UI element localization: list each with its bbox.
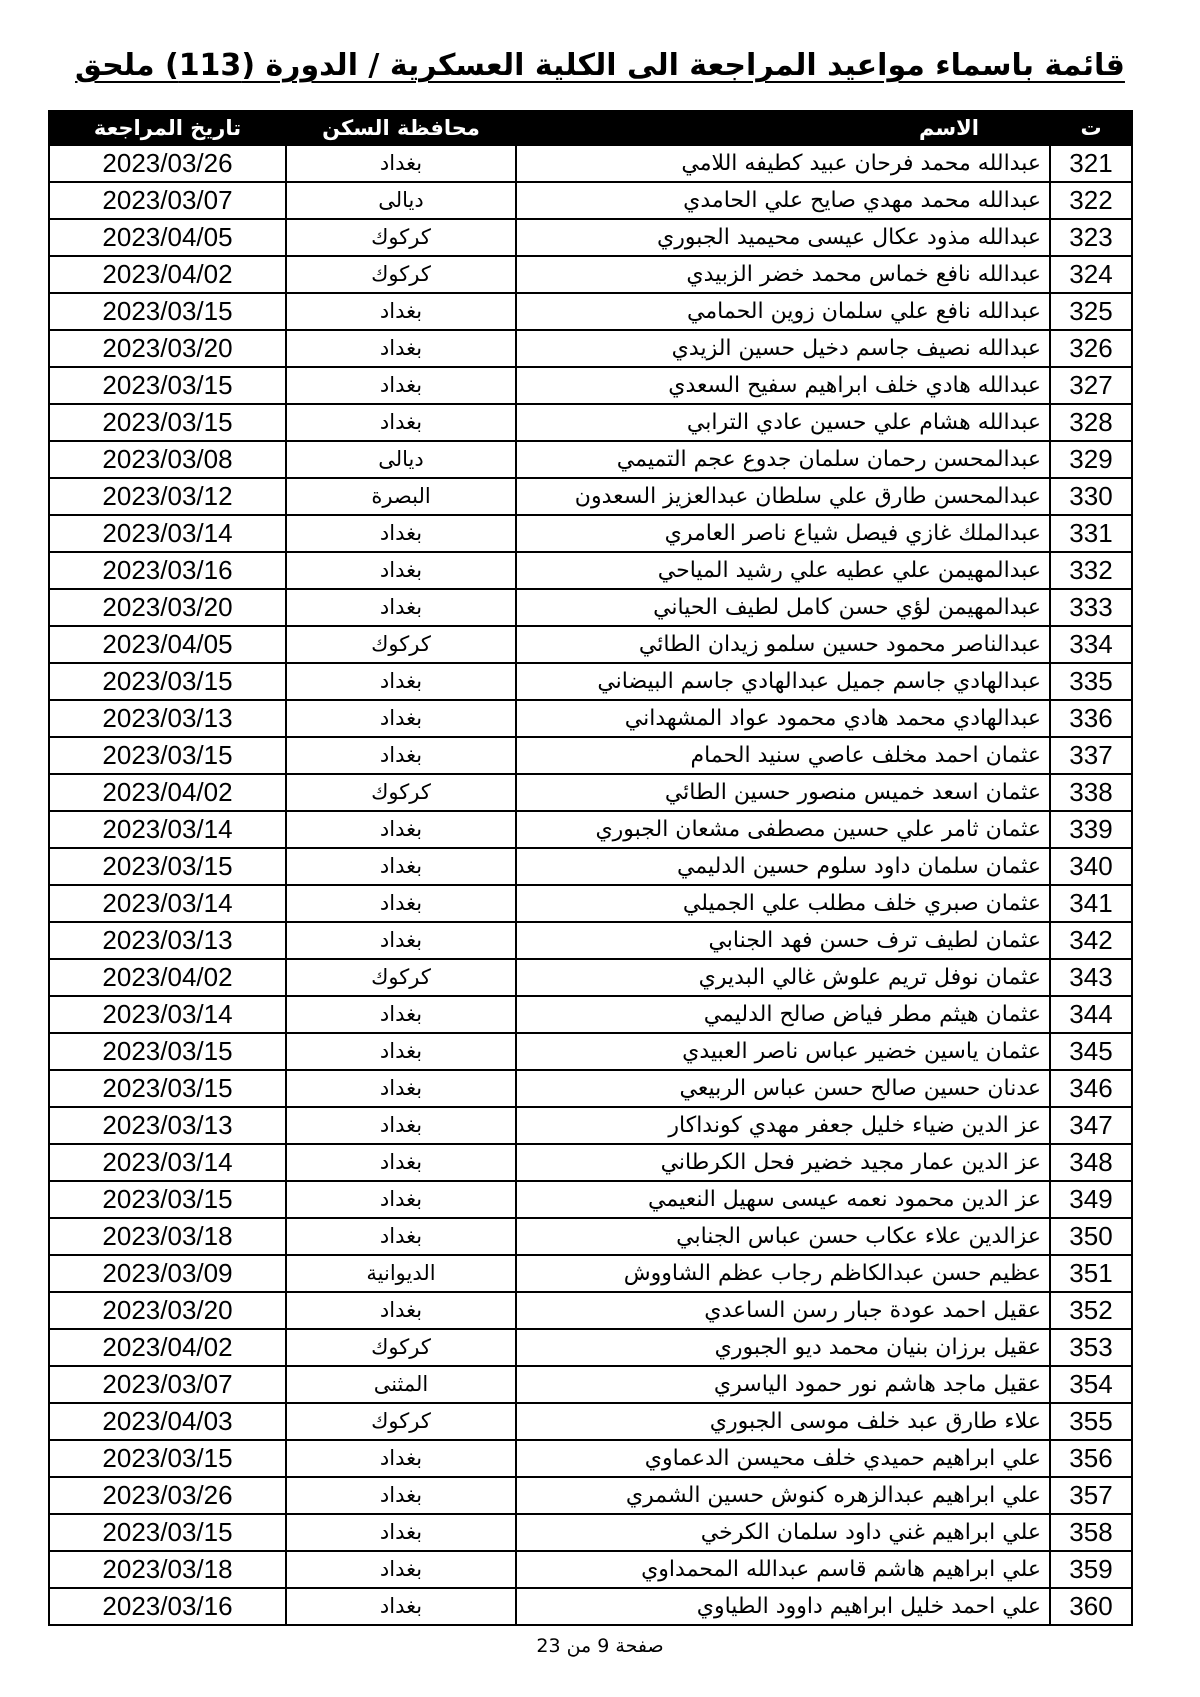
row-name: علي ابراهيم هاشم قاسم عبدالله المحمداوي xyxy=(516,1551,1050,1588)
row-name: عز الدين محمود نعمه عيسى سهيل النعيمي xyxy=(516,1181,1050,1218)
row-name: عبدالمحسن طارق علي سلطان عبدالعزيز السعدون xyxy=(516,478,1050,515)
row-number: 336 xyxy=(1050,700,1132,737)
row-governorate: كركوك xyxy=(286,626,516,663)
row-number: 342 xyxy=(1050,922,1132,959)
row-governorate: بغداد xyxy=(286,145,516,182)
row-number: 356 xyxy=(1050,1440,1132,1477)
row-number: 329 xyxy=(1050,441,1132,478)
table-row xyxy=(49,1477,1132,1514)
row-date: 2023/03/26 xyxy=(49,145,286,182)
row-governorate: كركوك xyxy=(286,1403,516,1440)
row-name: عثمان ثامر علي حسين مصطفى مشعان الجبوري xyxy=(516,811,1050,848)
row-date: 2023/04/02 xyxy=(49,774,286,811)
row-name: عثمان هيثم مطر فياض صالح الدليمي xyxy=(516,996,1050,1033)
row-governorate: بغداد xyxy=(286,1514,516,1551)
table-row xyxy=(49,1440,1132,1477)
row-number: 331 xyxy=(1050,515,1132,552)
row-number: 346 xyxy=(1050,1070,1132,1107)
row-date: 2023/03/14 xyxy=(49,515,286,552)
row-name: عبدالملك غازي فيصل شياع ناصر العامري xyxy=(516,515,1050,552)
row-name: عزالدين علاء عكاب حسن عباس الجنابي xyxy=(516,1218,1050,1255)
row-name: عبدالله نصيف جاسم دخيل حسين الزيدي xyxy=(516,330,1050,367)
table-row xyxy=(49,478,1132,515)
row-name: عثمان ياسين خضير عباس ناصر العبيدي xyxy=(516,1033,1050,1070)
row-date: 2023/03/15 xyxy=(49,404,286,441)
row-date: 2023/03/15 xyxy=(49,663,286,700)
row-governorate: بغداد xyxy=(286,367,516,404)
row-number: 345 xyxy=(1050,1033,1132,1070)
row-name: عز الدين ضياء خليل جعفر مهدي كونداكار xyxy=(516,1107,1050,1144)
table-row xyxy=(49,1181,1132,1218)
row-number: 334 xyxy=(1050,626,1132,663)
table-row xyxy=(49,996,1132,1033)
appointments-table xyxy=(48,110,1133,1626)
row-date: 2023/03/18 xyxy=(49,1551,286,1588)
row-name: عقيل ماجد هاشم نور حمود الياسري xyxy=(516,1366,1050,1403)
row-governorate: بغداد xyxy=(286,1440,516,1477)
row-number: 338 xyxy=(1050,774,1132,811)
row-name: علي ابراهيم عبدالزهره كنوش حسين الشمري xyxy=(516,1477,1050,1514)
row-number: 353 xyxy=(1050,1329,1132,1366)
row-number: 347 xyxy=(1050,1107,1132,1144)
table-body xyxy=(49,145,1132,1625)
table-row xyxy=(49,182,1132,219)
table-row xyxy=(49,811,1132,848)
table-row xyxy=(49,441,1132,478)
row-governorate: ديالى xyxy=(286,182,516,219)
row-governorate: بغداد xyxy=(286,663,516,700)
row-number: 352 xyxy=(1050,1292,1132,1329)
row-date: 2023/03/07 xyxy=(49,182,286,219)
row-governorate: بغداد xyxy=(286,848,516,885)
row-governorate: بغداد xyxy=(286,1070,516,1107)
table-row xyxy=(49,367,1132,404)
table-row xyxy=(49,1292,1132,1329)
row-number: 360 xyxy=(1050,1588,1132,1625)
row-name: عبدالمهيمن لؤي حسن كامل لطيف الحياني xyxy=(516,589,1050,626)
table-row xyxy=(49,330,1132,367)
row-governorate: بغداد xyxy=(286,1551,516,1588)
row-name: عبدالله مذود عكال عيسى محيميد الجبوري xyxy=(516,219,1050,256)
table-row xyxy=(49,959,1132,996)
row-number: 341 xyxy=(1050,885,1132,922)
row-governorate: بغداد xyxy=(286,330,516,367)
row-name: عز الدين عمار مجيد خضير فحل الكرطاني xyxy=(516,1144,1050,1181)
row-number: 339 xyxy=(1050,811,1132,848)
row-governorate: المثنى xyxy=(286,1366,516,1403)
row-governorate: بغداد xyxy=(286,1292,516,1329)
row-date: 2023/03/08 xyxy=(49,441,286,478)
page-title-text: قائمة باسماء مواعيد المراجعة الى الكلية العسكرية / الدورة (113) ملحق xyxy=(75,48,1125,83)
table-header-row xyxy=(49,111,1132,145)
column-header-name: الاسم xyxy=(516,111,1050,145)
row-date: 2023/03/15 xyxy=(49,293,286,330)
row-date: 2023/03/15 xyxy=(49,848,286,885)
row-number: 343 xyxy=(1050,959,1132,996)
row-number: 350 xyxy=(1050,1218,1132,1255)
row-governorate: كركوك xyxy=(286,774,516,811)
column-header-date: تاريخ المراجعة xyxy=(49,111,286,145)
row-number: 358 xyxy=(1050,1514,1132,1551)
row-date: 2023/03/16 xyxy=(49,552,286,589)
row-number: 332 xyxy=(1050,552,1132,589)
table-row xyxy=(49,145,1132,182)
row-date: 2023/03/14 xyxy=(49,996,286,1033)
table-row xyxy=(49,885,1132,922)
row-governorate: بغداد xyxy=(286,996,516,1033)
row-name: عثمان اسعد خميس منصور حسين الطائي xyxy=(516,774,1050,811)
row-number: 326 xyxy=(1050,330,1132,367)
row-name: عثمان نوفل تريم علوش غالي البديري xyxy=(516,959,1050,996)
table-row xyxy=(49,626,1132,663)
row-number: 357 xyxy=(1050,1477,1132,1514)
table-row xyxy=(49,663,1132,700)
table-row xyxy=(49,256,1132,293)
row-name: عبدالله نافع علي سلمان زوين الحمامي xyxy=(516,293,1050,330)
row-governorate: ديالى xyxy=(286,441,516,478)
row-number: 349 xyxy=(1050,1181,1132,1218)
row-governorate: بغداد xyxy=(286,552,516,589)
row-number: 348 xyxy=(1050,1144,1132,1181)
row-governorate: كركوك xyxy=(286,1329,516,1366)
row-name: عبدالله نافع خماس محمد خضر الزبيدي xyxy=(516,256,1050,293)
row-date: 2023/03/12 xyxy=(49,478,286,515)
row-name: عبدالله هادي خلف ابراهيم سفيح السعدي xyxy=(516,367,1050,404)
table-row xyxy=(49,922,1132,959)
row-number: 325 xyxy=(1050,293,1132,330)
table-row xyxy=(49,1366,1132,1403)
row-number: 359 xyxy=(1050,1551,1132,1588)
column-header-num: ت xyxy=(1050,111,1132,145)
table-row xyxy=(49,1070,1132,1107)
row-date: 2023/03/14 xyxy=(49,885,286,922)
row-number: 335 xyxy=(1050,663,1132,700)
row-number: 351 xyxy=(1050,1255,1132,1292)
row-governorate: بغداد xyxy=(286,737,516,774)
row-governorate: بغداد xyxy=(286,1033,516,1070)
table-row xyxy=(49,1107,1132,1144)
table-row xyxy=(49,774,1132,811)
row-governorate: بغداد xyxy=(286,515,516,552)
row-date: 2023/03/26 xyxy=(49,1477,286,1514)
table-row xyxy=(49,1255,1132,1292)
row-governorate: الديوانية xyxy=(286,1255,516,1292)
row-number: 327 xyxy=(1050,367,1132,404)
row-date: 2023/03/15 xyxy=(49,1514,286,1551)
row-date: 2023/03/20 xyxy=(49,589,286,626)
row-name: عدنان حسين صالح حسن عباس الربيعي xyxy=(516,1070,1050,1107)
row-date: 2023/03/15 xyxy=(49,1440,286,1477)
row-date: 2023/03/20 xyxy=(49,1292,286,1329)
row-date: 2023/03/18 xyxy=(49,1218,286,1255)
row-name: عثمان سلمان داود سلوم حسين الدليمي xyxy=(516,848,1050,885)
row-governorate: البصرة xyxy=(286,478,516,515)
row-number: 328 xyxy=(1050,404,1132,441)
row-name: عبدالمحسن رحمان سلمان جدوع عجم التميمي xyxy=(516,441,1050,478)
row-name: علي ابراهيم غني داود سلمان الكرخي xyxy=(516,1514,1050,1551)
row-date: 2023/03/09 xyxy=(49,1255,286,1292)
row-date: 2023/03/15 xyxy=(49,737,286,774)
table-row xyxy=(49,1403,1132,1440)
row-name: عثمان احمد مخلف عاصي سنيد الحمام xyxy=(516,737,1050,774)
table-row xyxy=(49,1033,1132,1070)
table-row xyxy=(49,404,1132,441)
row-governorate: بغداد xyxy=(286,811,516,848)
row-date: 2023/04/03 xyxy=(49,1403,286,1440)
row-number: 323 xyxy=(1050,219,1132,256)
table-row xyxy=(49,219,1132,256)
table-row xyxy=(49,1551,1132,1588)
row-governorate: بغداد xyxy=(286,1107,516,1144)
row-name: عبدالناصر محمود حسين سلمو زيدان الطائي xyxy=(516,626,1050,663)
row-number: 333 xyxy=(1050,589,1132,626)
row-governorate: بغداد xyxy=(286,293,516,330)
row-name: عبدالله هشام علي حسين عادي الترابي xyxy=(516,404,1050,441)
row-name: عبدالله محمد فرحان عبيد كطيفه اللامي xyxy=(516,145,1050,182)
row-name: عبدالمهيمن علي عطيه علي رشيد المياحي xyxy=(516,552,1050,589)
row-name: عثمان لطيف ترف حسن فهد الجنابي xyxy=(516,922,1050,959)
row-governorate: كركوك xyxy=(286,219,516,256)
row-governorate: كركوك xyxy=(286,959,516,996)
row-name: علاء طارق عبد خلف موسى الجبوري xyxy=(516,1403,1050,1440)
table-row xyxy=(49,700,1132,737)
row-date: 2023/04/05 xyxy=(49,219,286,256)
row-date: 2023/04/02 xyxy=(49,1329,286,1366)
table-row xyxy=(49,1588,1132,1625)
table-row xyxy=(49,737,1132,774)
row-date: 2023/03/20 xyxy=(49,330,286,367)
row-governorate: بغداد xyxy=(286,922,516,959)
row-governorate: بغداد xyxy=(286,589,516,626)
row-date: 2023/03/13 xyxy=(49,1107,286,1144)
row-number: 355 xyxy=(1050,1403,1132,1440)
row-name: عقيل برزان بنيان محمد ديو الجبوري xyxy=(516,1329,1050,1366)
row-date: 2023/03/13 xyxy=(49,922,286,959)
row-governorate: كركوك xyxy=(286,256,516,293)
row-name: عبدالهادي محمد هادي محمود عواد المشهداني xyxy=(516,700,1050,737)
row-name: عثمان صبري خلف مطلب علي الجميلي xyxy=(516,885,1050,922)
row-date: 2023/03/07 xyxy=(49,1366,286,1403)
row-date: 2023/03/15 xyxy=(49,367,286,404)
row-governorate: بغداد xyxy=(286,1477,516,1514)
row-governorate: بغداد xyxy=(286,700,516,737)
row-date: 2023/04/02 xyxy=(49,959,286,996)
row-governorate: بغداد xyxy=(286,1218,516,1255)
row-governorate: بغداد xyxy=(286,1588,516,1625)
row-date: 2023/04/05 xyxy=(49,626,286,663)
page-title xyxy=(0,48,1200,83)
row-date: 2023/03/14 xyxy=(49,811,286,848)
row-governorate: بغداد xyxy=(286,885,516,922)
row-governorate: بغداد xyxy=(286,1144,516,1181)
table-row xyxy=(49,552,1132,589)
table-row xyxy=(49,515,1132,552)
table-row xyxy=(49,589,1132,626)
row-number: 340 xyxy=(1050,848,1132,885)
row-number: 322 xyxy=(1050,182,1132,219)
row-name: عبدالله محمد مهدي صايح علي الحامدي xyxy=(516,182,1050,219)
row-date: 2023/03/13 xyxy=(49,700,286,737)
row-number: 344 xyxy=(1050,996,1132,1033)
row-name: علي احمد خليل ابراهيم داوود الطياوي xyxy=(516,1588,1050,1625)
row-name: عبدالهادي جاسم جميل عبدالهادي جاسم البيضاني xyxy=(516,663,1050,700)
column-header-governorate: محافظة السكن xyxy=(286,111,516,145)
row-number: 330 xyxy=(1050,478,1132,515)
row-name: عظيم حسن عبدالكاظم رجاب عظم الشاووش xyxy=(516,1255,1050,1292)
row-number: 321 xyxy=(1050,145,1132,182)
row-number: 354 xyxy=(1050,1366,1132,1403)
table-row xyxy=(49,293,1132,330)
row-name: علي ابراهيم حميدي خلف محيسن الدعماوي xyxy=(516,1440,1050,1477)
row-date: 2023/03/14 xyxy=(49,1144,286,1181)
row-date: 2023/03/15 xyxy=(49,1181,286,1218)
row-governorate: بغداد xyxy=(286,404,516,441)
table-row xyxy=(49,1218,1132,1255)
table-row xyxy=(49,848,1132,885)
table-row xyxy=(49,1514,1132,1551)
row-date: 2023/04/02 xyxy=(49,256,286,293)
row-date: 2023/03/16 xyxy=(49,1588,286,1625)
row-name: عقيل احمد عودة جبار رسن الساعدي xyxy=(516,1292,1050,1329)
row-date: 2023/03/15 xyxy=(49,1033,286,1070)
row-number: 337 xyxy=(1050,737,1132,774)
table-row xyxy=(49,1329,1132,1366)
row-governorate: بغداد xyxy=(286,1181,516,1218)
table-row xyxy=(49,1144,1132,1181)
page-footer: صفحة 9 من 23 xyxy=(536,1635,664,1657)
row-number: 324 xyxy=(1050,256,1132,293)
row-date: 2023/03/15 xyxy=(49,1070,286,1107)
